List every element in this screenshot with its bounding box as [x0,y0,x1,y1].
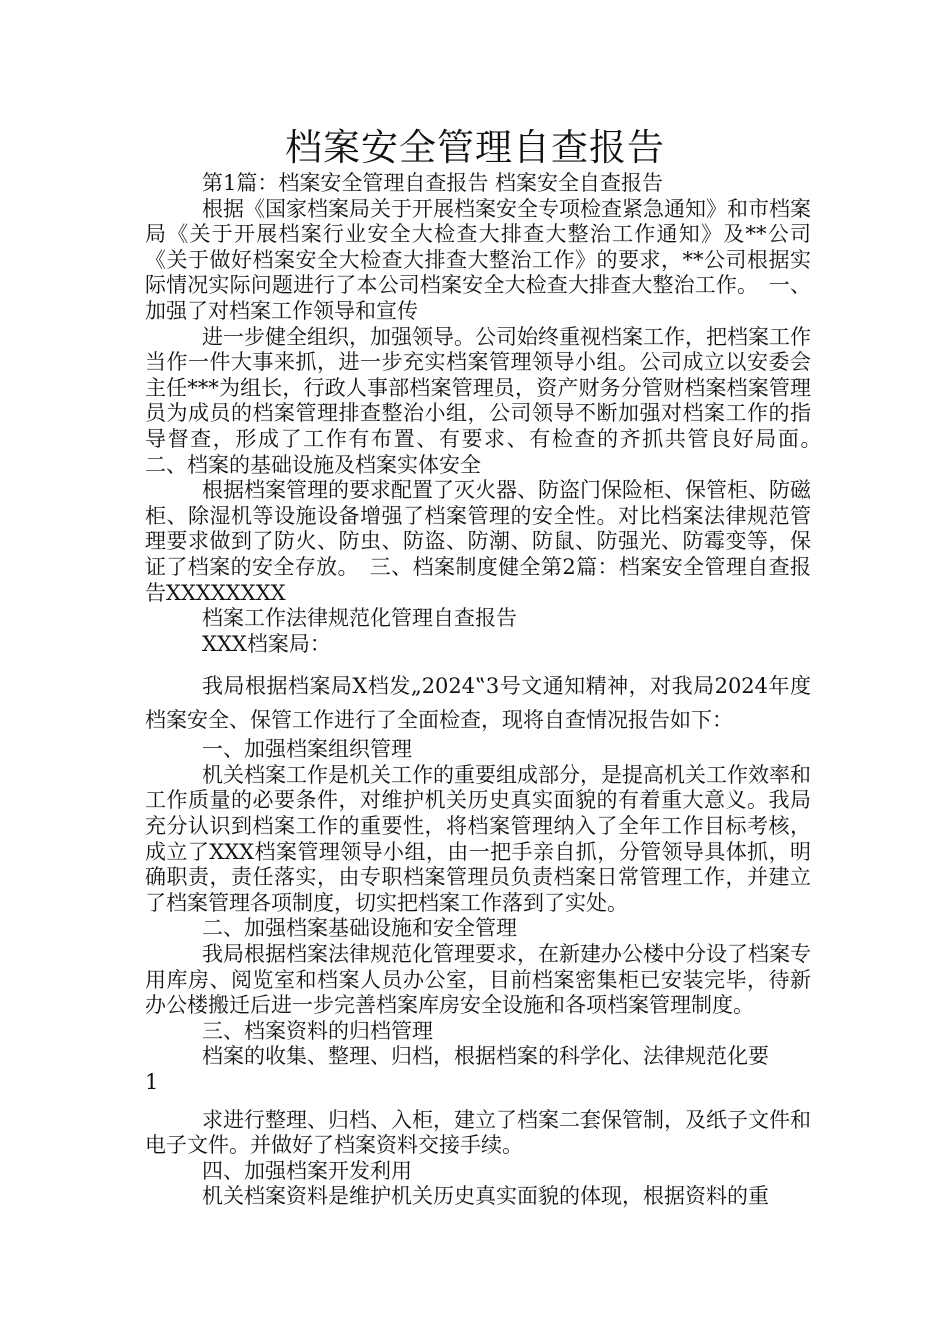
paragraph: 档案的收集、整理、归档，根据档案的科学化、法律规范化要 [202,1044,769,1069]
paragraph: 机关档案资料是维护机关历史真实面貌的体现，根据资料的重 [202,1184,769,1209]
section-heading: 一、加强档案组织管理 [202,737,412,762]
report-subtitle: 档案工作法律规范化管理自查报告 [202,606,517,631]
document-title: 档案安全管理自查报告 [285,126,665,169]
paragraph: 根据档案管理的要求配置了灭火器、防盗门保险柜、保管柜、防磁柜、除湿机等设施设备增强了档案管理的安全性。对比档案法律规范管理要求做到了防火、防虫、防盗、防潮、防鼠、防强光、防霉变等，保证了档案的安全存放。 三、档案制度健全第2篇：档案安全管理自查报告XXXXXXXX [145,478,811,605]
paragraph: 求进行整理、归档、入柜，建立了档案二套保管制，及纸子文件和电子文件。并做好了档案资料交接手续。 [145,1107,811,1158]
page-number: 1 [145,1070,159,1094]
paragraph: 机关档案工作是机关工作的重要组成部分，是提高机关工作效率和工作质量的必要条件，对维护机关历史真实面貌的有着重大意义。我局充分认识到档案工作的重要性，将档案管理纳入了全年工作目标考核，成立了XXX档案管理领导小组，由一把手亲自抓，分管领导具体抓，明确职责，责任落实，由专职档案管理员负责档案日常管理工作，并建立了档案管理各项制度，切实把档案工作落到了实处。 [145,762,811,915]
document-body [145,171,832,1210]
section-heading: 三、档案资料的归档管理 [202,1018,433,1043]
addressee: XXX档案局： [202,631,331,656]
section-heading: 四、加强档案开发利用 [202,1158,412,1183]
paragraph: 进一步健全组织，加强领导。公司始终重视档案工作，把档案工作当作一件大事来抓，进一步充实档案管理领导小组。公司成立以安委会主任***为组长，行政人事部档案管理员，资产财务分管财档案档案管理员为成员的档案管理排查整治小组，公司领导不断加强对档案工作的指导督查，形成了工作有布置、有要求、有检查的齐抓共管良好局面。 二、档案的基础设施及档案实体安全 [145,324,832,477]
paragraph: 根据《国家档案局关于开展档案安全专项检查紧急通知》和市档案局《关于开展档案行业安全大检查大排查大整治工作通知》及**公司《关于做好档案安全大检查大排查大整治工作》的要求，**公司根据实际情况实际问题进行了本公司档案安全大检查大排查大整治工作。 一、加强了对档案工作领导和宣传 [145,196,811,323]
paragraph: 我局根据档案法律规范化管理要求，在新建办公楼中分设了档案专用库房、阅览室和档案人员办公室，目前档案密集柜已安装完毕，待新办公楼搬迁后进一步完善档案库房安全设施和各项档案管理制度。 [145,942,811,1018]
section-heading: 二、加强档案基础设施和安全管理 [202,916,517,941]
section-heading-part1: 第1篇：档案安全管理自查报告 档案安全自查报告 [202,171,664,195]
paragraph: 我局根据档案局X档发„2024‟3号文通知精神，对我局2024年度档案安全、保管工作进行了全面检查，现将自查情况报告如下： [145,674,811,733]
